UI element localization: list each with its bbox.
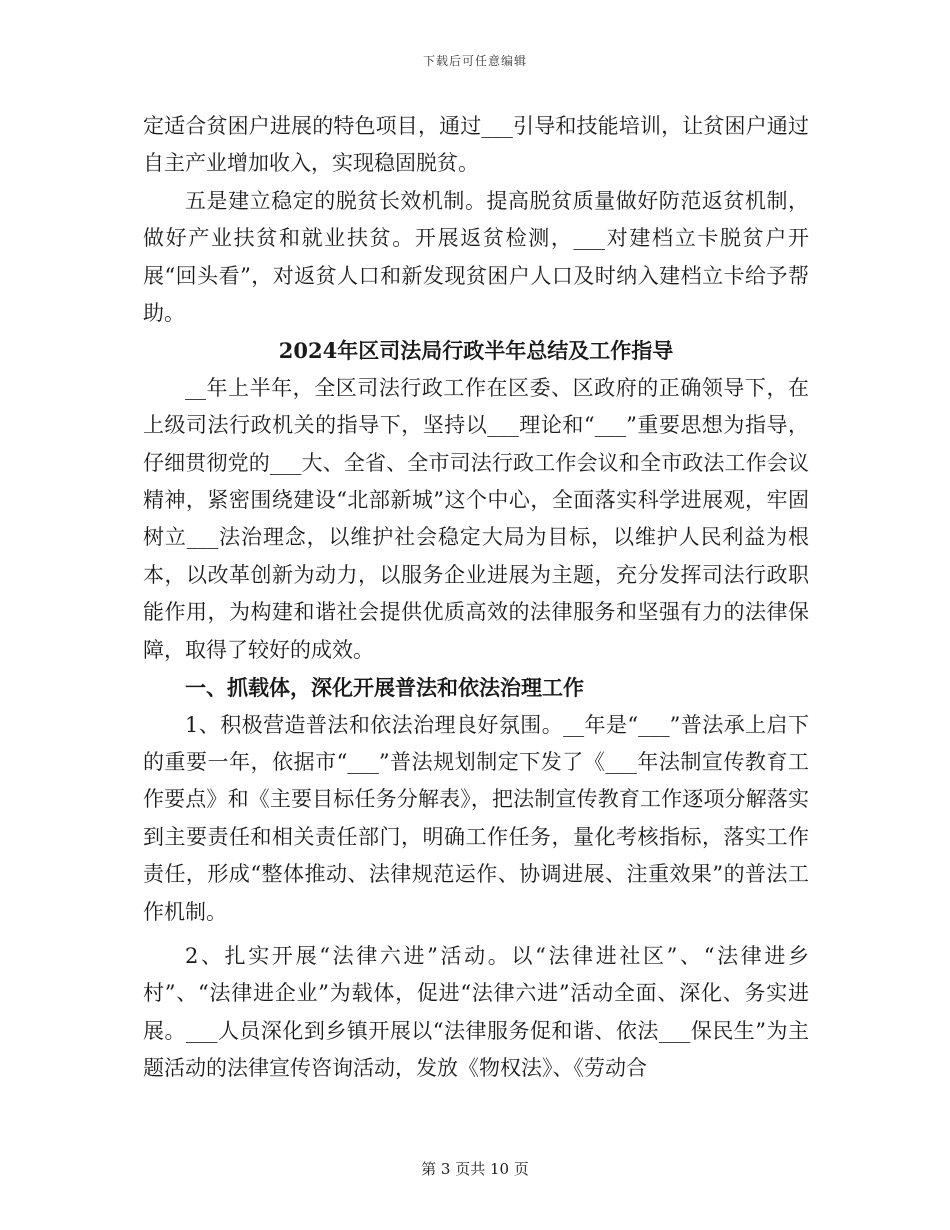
paragraph-continuation: 定适合贫困户进展的特色项目，通过___引导和技能培训，让贫困户通过自主产业增加收入，实现稳固脱贫。 xyxy=(143,114,809,176)
paragraph-point-five: 五是建立稳定的脱贫长效机制。提高脱贫质量做好防范返贫机制，做好产业扶贫和就业扶贫。开展返贫检测，___对建档立卡脱贫户开展“回头看”，对返贫人口和新发现贫困户人口及时纳入建档立卡给予帮助。 xyxy=(143,188,809,326)
section-title: 2024年区司法局行政半年总结及工作指导 xyxy=(278,338,674,364)
section-heading-one: 一、抓载体，深化开展普法和依法治理工作 xyxy=(185,675,584,701)
page-header: 下载后可任意编辑 xyxy=(422,54,527,68)
paragraph-intro: __年上半年，全区司法行政工作在区委、区政府的正确领导下，在上级司法行政机关的指导下，坚持以___理论和“___”重要思想为指导，仔细贯彻党的___大、全省、全市司法行政工作会议和全市政法工作会议精神，紧密围绕建设“北部新城”这个中心，全面落实科学进展观，牢固树立___法治理念，以维护社会稳定大局为目标，以维护人民利益为根本，以改革创新为动力，以服务企业进展为主题，充分发挥司法行政职能作用，为构建和谐社会提供优质高效的法律服务和坚强有力的法律保障，取得了较好的成效。 xyxy=(143,375,809,662)
document-body xyxy=(143,108,809,1088)
page-footer: 第 3 页共 10 页 xyxy=(421,1160,529,1178)
paragraph-item-one: 1、积极营造普法和依法治理良好氛围。__年是“___”普法承上启下的重要一年，依据市“___”普法规划制定下发了《___年法制宣传教育工作要点》和《主要目标任务分解表》，把法制宣传教育工作逐项分解落实到主要责任和相关责任部门，明确工作任务，量化考核指标，落实工作责任，形成“整体推动、法律规范运作、协调进展、注重效果”的普法工作机制。 xyxy=(143,712,809,924)
paragraph-item-two: 2、扎实开展“法律六进”活动。以“法律进社区”、“法律进乡村”、“法律进企业”为载体，促进“法律六进”活动全面、深化、务实进展。___人员深化到乡镇开展以“法律服务促和谐、依法___保民生”为主题活动的法律宣传咨询活动，发放《物权法》、《劳动合 xyxy=(143,943,809,1081)
